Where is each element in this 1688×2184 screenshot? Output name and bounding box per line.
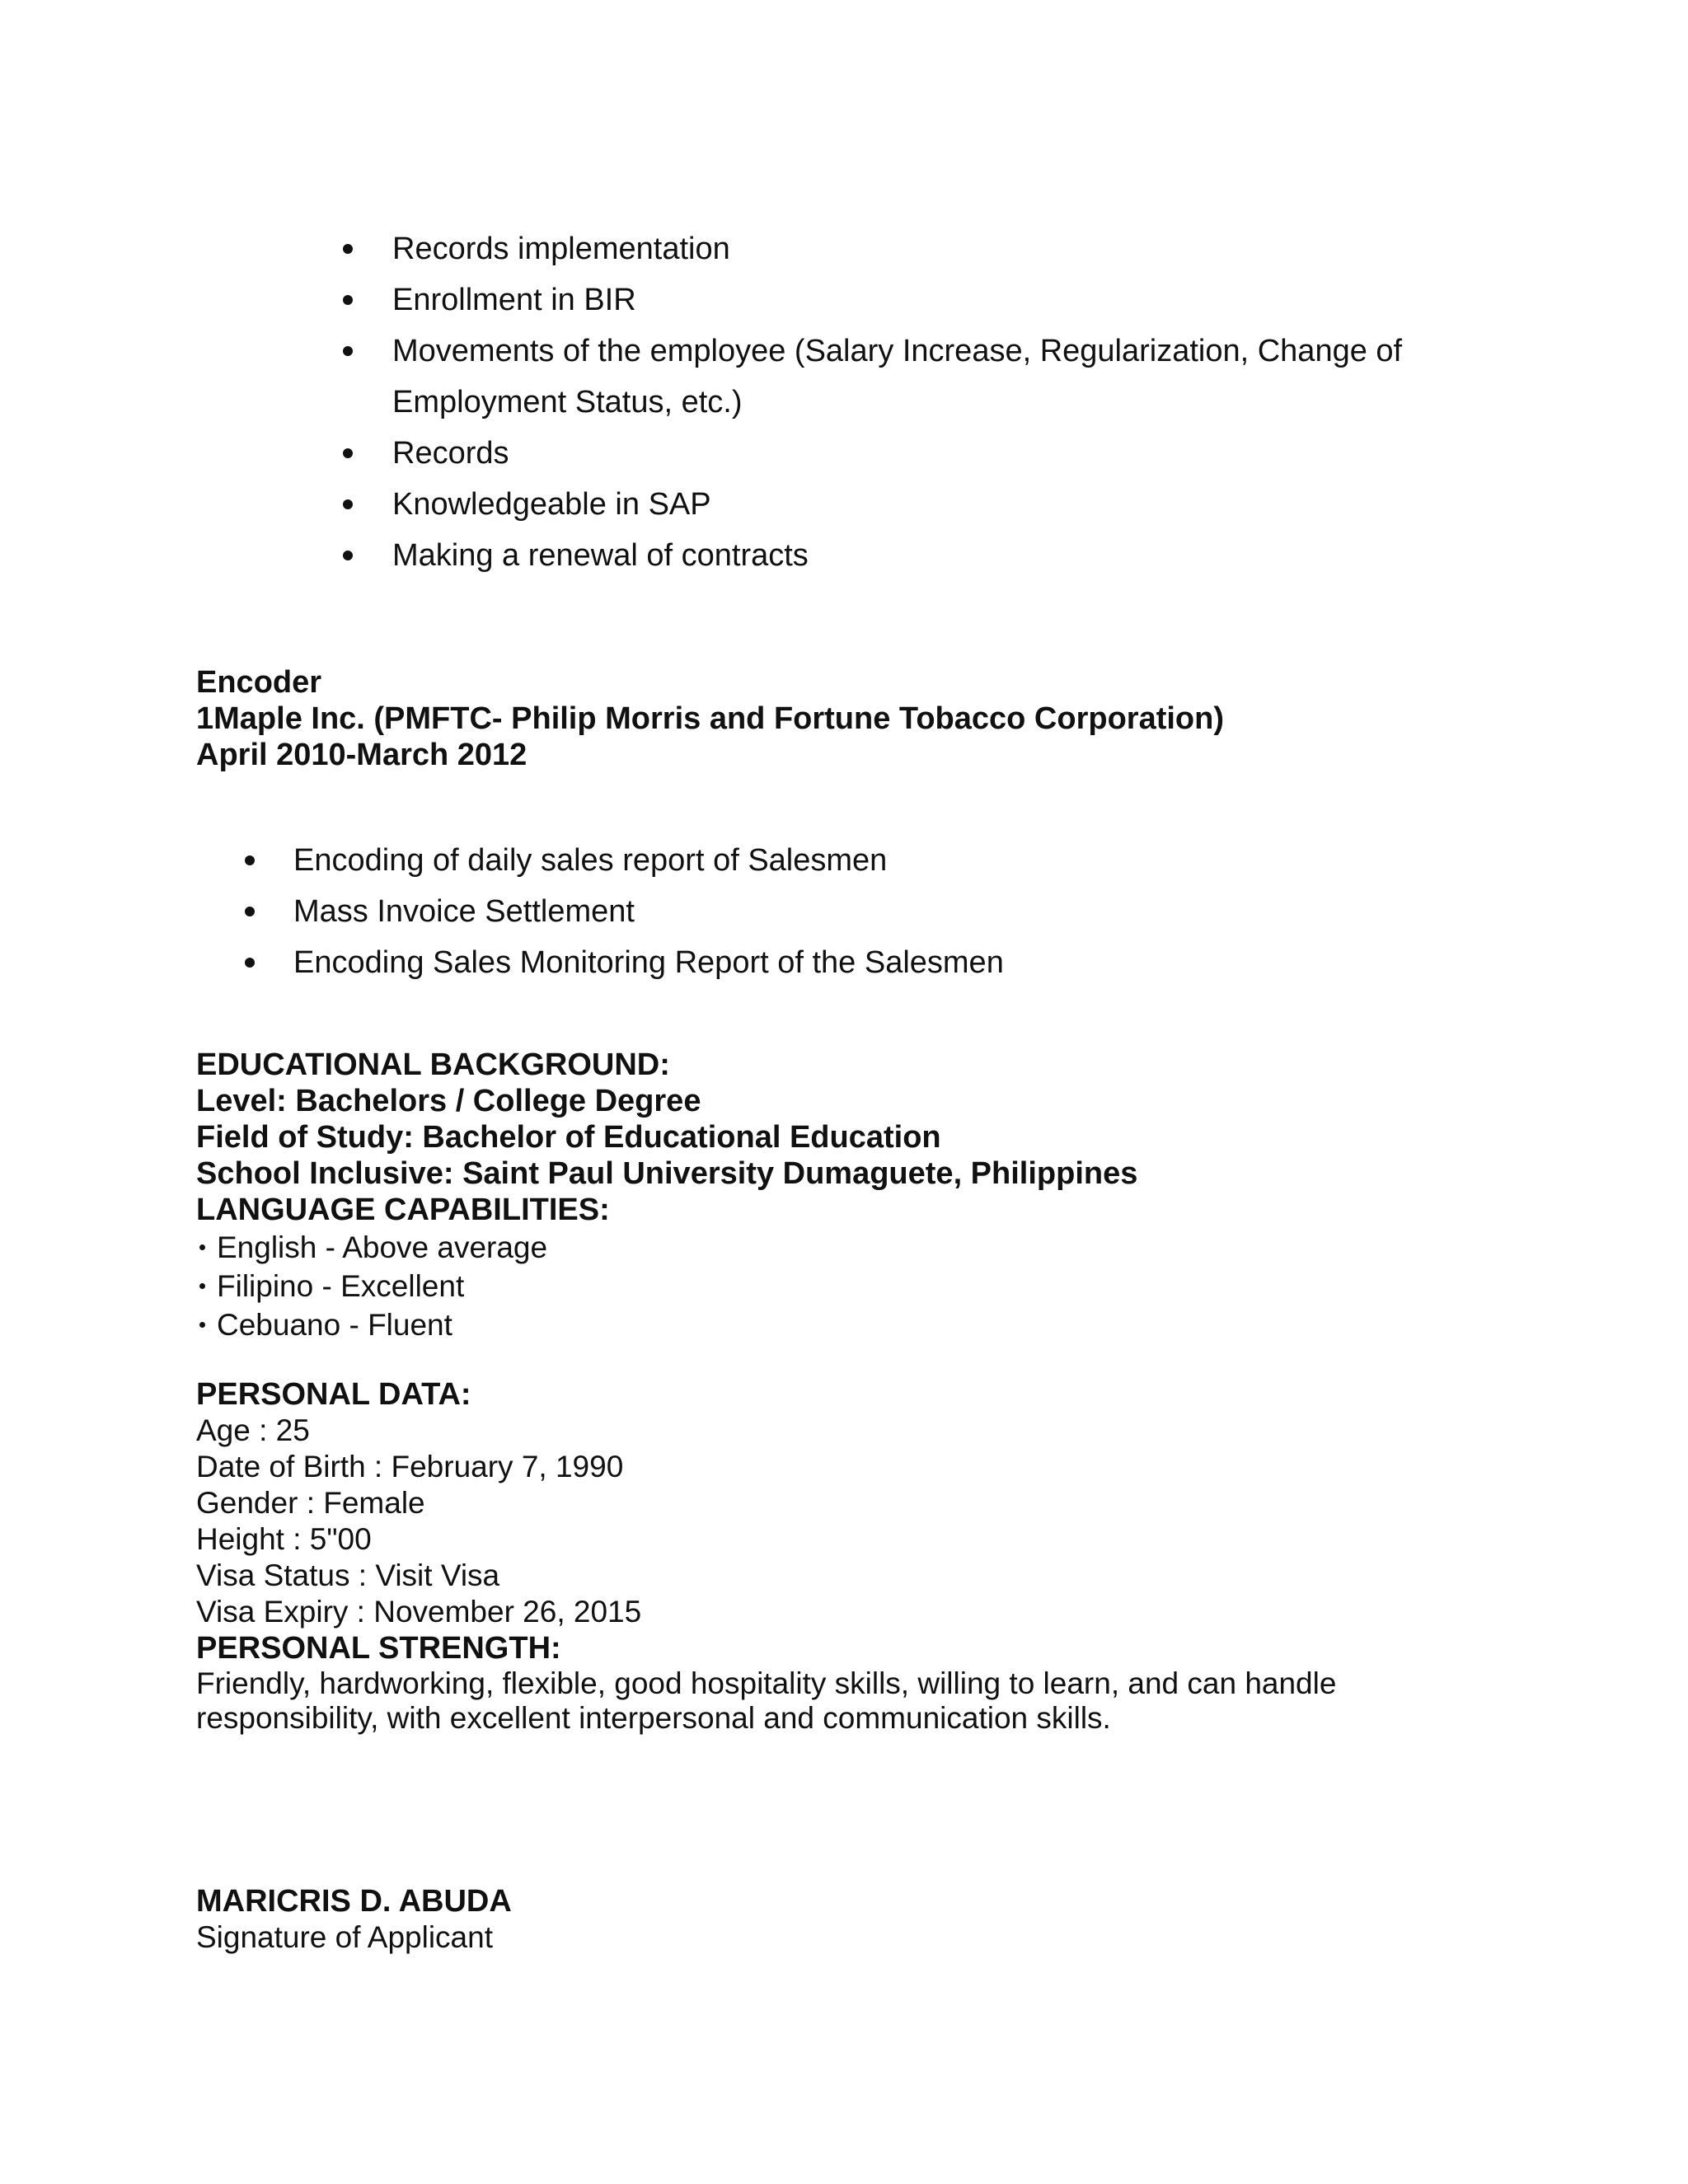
height: Height : 5"00 (196, 1522, 372, 1556)
list-item: Encoding of daily sales report of Salesmen (293, 835, 1447, 886)
bullet-icon (343, 448, 353, 458)
language-item: English - Above average (196, 1228, 1597, 1267)
bullet-icon (199, 1283, 205, 1289)
job-period: April 2010-March 2012 (196, 738, 528, 772)
bullet-icon (199, 1244, 205, 1250)
language-heading: LANGUAGE CAPABILITIES: (196, 1193, 610, 1227)
bullet-icon (343, 499, 353, 509)
gender: Gender : Female (196, 1486, 425, 1520)
strength-heading: PERSONAL STRENGTH: (196, 1631, 561, 1666)
personal-heading: PERSONAL DATA: (196, 1377, 471, 1412)
previous-job-duties-list (392, 223, 1546, 581)
list-item: Knowledgeable in SAP (392, 479, 1546, 530)
list-item: Making a renewal of contracts (392, 530, 1546, 581)
visa-expiry: Visa Expiry : November 26, 2015 (196, 1595, 642, 1629)
strength-text-line-2: responsibility, with excellent interpersonal and communication skills. (196, 1701, 1111, 1735)
job-duties-list (293, 835, 1447, 988)
list-item: Mass Invoice Settlement (293, 886, 1447, 937)
list-item: Records implementation (392, 223, 1546, 274)
language-item: Filipino - Excellent (196, 1267, 1597, 1305)
education-field: Field of Study: Bachelor of Educational Education (196, 1120, 941, 1155)
education-section (196, 1047, 1597, 1344)
job-company: 1Maple Inc. (PMFTC- Philip Morris and Fortune Tobacco Corporation) (196, 701, 1224, 736)
list-item: Enrollment in BIR (392, 274, 1546, 326)
bullet-icon (343, 244, 353, 254)
job-header (196, 664, 1597, 773)
visa-status: Visa Status : Visit Visa (196, 1558, 500, 1592)
applicant-name: MARICRIS D. ABUDA (196, 1884, 512, 1919)
job-title: Encoder (196, 665, 322, 700)
education-level: Level: Bachelors / College Degree (196, 1084, 701, 1118)
signature-label: Signature of Applicant (196, 1920, 493, 1954)
personal-data-section (196, 1376, 1597, 1736)
bullet-icon (343, 551, 353, 560)
bullet-icon (245, 907, 255, 916)
strength-text-line-1: Friendly, hardworking, flexible, good hospitality skills, willing to learn, and can handle (196, 1666, 1337, 1700)
list-item: Movements of the employee (Salary Increase, Regularization, Change of Employment Status, etc.) (392, 326, 1414, 428)
signature-section (196, 1883, 1597, 1956)
date-of-birth: Date of Birth : February 7, 1990 (196, 1450, 624, 1483)
bullet-icon (343, 346, 353, 356)
bullet-icon (245, 958, 255, 968)
bullet-icon (343, 295, 353, 305)
education-heading: EDUCATIONAL BACKGROUND: (196, 1047, 670, 1082)
language-item: Cebuano - Fluent (196, 1305, 1597, 1344)
age: Age : 25 (196, 1413, 310, 1447)
bullet-icon (245, 855, 255, 865)
education-school: School Inclusive: Saint Paul University Dumaguete, Philippines (196, 1156, 1138, 1191)
list-item: Records (392, 428, 1546, 479)
list-item: Encoding Sales Monitoring Report of the Salesmen (293, 937, 1447, 988)
bullet-icon (199, 1322, 205, 1328)
